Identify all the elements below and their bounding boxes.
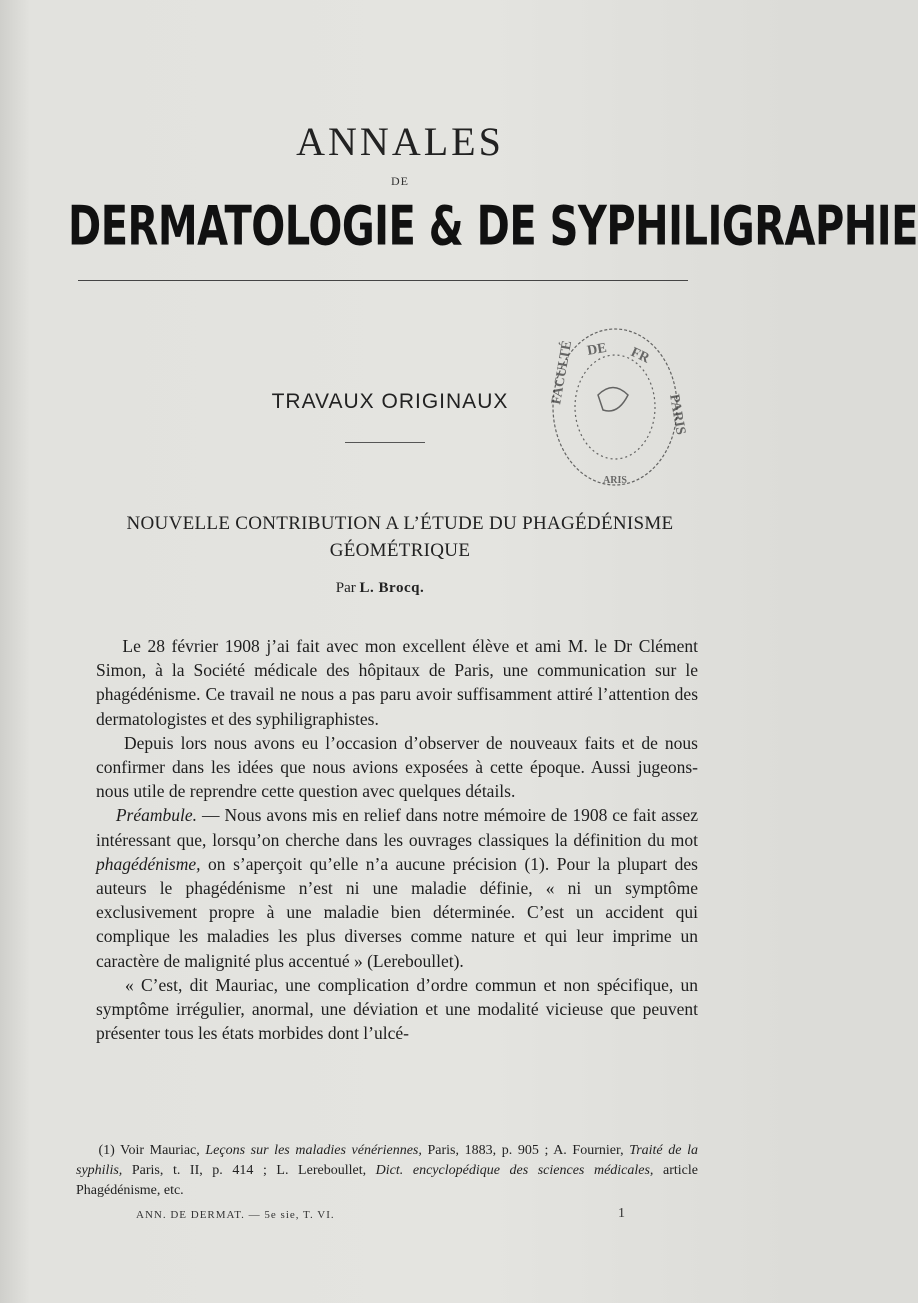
- page-number: 1: [618, 1206, 625, 1221]
- footnote-part-d: article Phagédénisme, etc.: [76, 1163, 698, 1198]
- article-title-line-1: NOUVELLE CONTRIBUTION A L’ÉTUDE DU PHAGÉDÉNISME: [126, 513, 674, 534]
- svg-text:DE: DE: [586, 340, 608, 359]
- footnote: [76, 1141, 698, 1201]
- running-footer: ANN. DE DERMAT. — 5e sie, T. VI.: [136, 1209, 335, 1221]
- byline: [0, 580, 760, 597]
- footnote-part-a: (1) Voir Mauriac,: [98, 1143, 206, 1158]
- section-title: TRAVAUX ORIGINAUX: [271, 390, 509, 413]
- paragraph-3-heading: Préambule.: [115, 805, 198, 826]
- svg-text:FR: FR: [628, 345, 652, 367]
- paragraph-4-text: « C’est, dit Mauriac, une complication d’ordre commun et non spécifique, un symptôme irrégulier, anormal, une déviation et une modalité vicieuse que peuvent présenter tous les états morbides dont l’ulcé-: [96, 974, 698, 1044]
- author-name: L. Brocq.: [359, 580, 425, 596]
- journal-title-top: ANNALES: [296, 119, 504, 164]
- paragraph-3: [96, 803, 698, 972]
- journal-title-de: DE: [391, 174, 409, 188]
- library-stamp-icon: [548, 325, 688, 490]
- footnote-part-b: Paris, 1883, p. 905 ; A. Fournier,: [421, 1143, 630, 1158]
- footnote-title-a: Leçons sur les maladies vénériennes,: [205, 1143, 422, 1158]
- svg-text:PARIS: PARIS: [666, 393, 688, 437]
- footnote-title-c: Dict. encyclopédique des sciences médicales,: [375, 1163, 654, 1178]
- paragraph-2: [96, 731, 698, 804]
- paragraph-1-text: Le 28 février 1908 j’ai fait avec mon excellent élève et ami M. le Dr Clément Simon, à la Société médicale des hôpitaux de Paris, une communication sur le phagédénisme. Ce travail ne nous a pas paru avoir suffisamment attiré l’attention des dermatologistes et des syphiligraphistes.: [96, 636, 698, 729]
- paragraph-2-text: Depuis lors nous avons eu l’occasion d’observer de nouveaux faits et de nous confirmer dans les idées que nous avions exposées à cette époque. Aussi jugeons-nous utile de reprendre cette question avec quelques détails.: [96, 732, 698, 802]
- byline-prefix: Par: [335, 580, 356, 596]
- paragraph-3-text-a: — Nous avons mis en relief dans notre mémoire de 1908 ce fait assez intéressant que, lorsqu’on cherche dans les ouvrages classiques la définition du mot: [96, 805, 698, 850]
- article-title: [60, 510, 740, 564]
- footnote-part-c: Paris, t. II, p. 414 ; L. Lereboullet,: [122, 1163, 376, 1178]
- footnote-title-b: Traité de la syphilis,: [76, 1143, 698, 1178]
- article-body: [96, 634, 698, 1045]
- svg-text:FACULTÉ: FACULTÉ: [549, 339, 576, 406]
- article-title-line-2: GÉOMÉTRIQUE: [329, 540, 471, 561]
- journal-title-main: DERMATOLOGIE & DE SYPHILIGRAPHIE: [68, 196, 918, 259]
- paragraph-3-text-b: on s’aperçoit qu’elle n’a aucune précision (1). Pour la plupart des auteurs le phagédénisme n’est ni une maladie définie, « ni un symptôme exclusivement propre à une maladie bien déterminée. C’est un accident qui complique les maladies les plus diverses comme nature et qui leur imprime un caractère de malignité plus accentué » (Lereboullet).: [96, 853, 698, 971]
- paragraph-4: [96, 973, 698, 1046]
- paragraph-3-term: phagédénisme,: [96, 853, 201, 874]
- svg-text:ARIS: ARIS: [603, 475, 627, 486]
- paragraph-1: [96, 634, 698, 731]
- header-rule: [78, 280, 688, 281]
- section-rule: [345, 442, 425, 443]
